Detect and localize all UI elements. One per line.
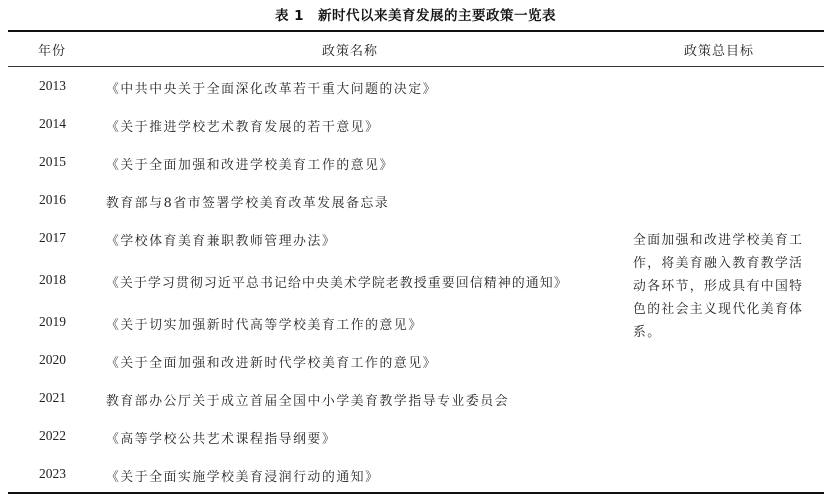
row-year: 2022: [39, 428, 66, 443]
table-row: [0, 466, 831, 486]
row-policy: 《中共中央关于全面深化改革若干重大问题的决定》: [106, 82, 438, 97]
table-caption: 表 1 新时代以来美育发展的主要政策一览表: [274, 8, 557, 24]
header-policy-name: 政策名称: [321, 44, 378, 59]
row-policy: 《学校体育美育兼职教师管理办法》: [106, 234, 337, 249]
row-year: 2019: [39, 314, 66, 329]
top-rule: [8, 30, 824, 32]
row-policy: 教育部与8省市签署学校美育改革发展备忘录: [106, 196, 390, 211]
table-row: [0, 352, 831, 372]
row-year: 2021: [39, 390, 66, 405]
row-year: 2014: [39, 116, 66, 131]
table-row: [0, 192, 831, 212]
row-year: 2016: [39, 192, 66, 207]
row-year: 2015: [39, 154, 66, 169]
header-year: 年份: [38, 44, 67, 59]
row-year: 2013: [39, 78, 66, 93]
row-policy: 《关于全面加强和改进新时代学校美育工作的意见》: [106, 356, 438, 371]
table-row: [0, 78, 831, 98]
row-policy: 教育部办公厅关于成立首届全国中小学美育教学指导专业委员会: [106, 394, 510, 409]
row-policy: 《关于学习贯彻习近平总书记给中央美术学院老教授重要回信精神的通知》: [106, 276, 568, 291]
row-policy: 《关于切实加强新时代高等学校美育工作的意见》: [106, 318, 423, 333]
row-year: 2017: [39, 230, 66, 245]
row-year: 2018: [39, 272, 66, 287]
policy-goal-text: 全面加强和改进学校美育工作，将美育融入教育教学活动各环节，形成具有中国特色的社会主义现代化美育体系。: [633, 233, 804, 340]
table-row: [0, 390, 831, 410]
bottom-rule: [8, 492, 824, 494]
row-policy: 《关于全面加强和改进学校美育工作的意见》: [106, 158, 394, 173]
table-row: [0, 154, 831, 174]
table-row: [0, 116, 831, 136]
table-row: [0, 428, 831, 448]
header-rule: [8, 66, 824, 67]
header-policy-goal: 政策总目标: [684, 44, 755, 59]
row-year: 2020: [39, 352, 66, 367]
row-policy: 《高等学校公共艺术课程指导纲要》: [106, 432, 337, 447]
row-policy: 《关于全面实施学校美育浸润行动的通知》: [106, 470, 380, 485]
row-policy: 《关于推进学校艺术教育发展的若干意见》: [106, 120, 380, 135]
row-year: 2023: [39, 466, 66, 481]
